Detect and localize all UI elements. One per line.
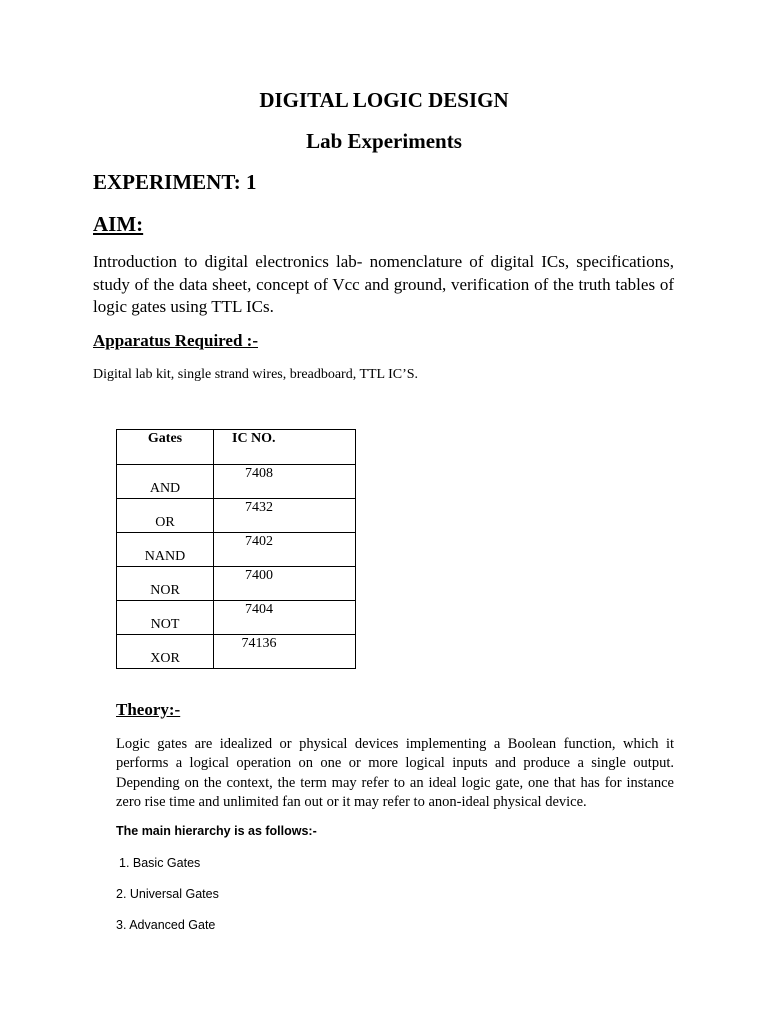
- table-header-ic-no: IC NO.: [214, 430, 356, 465]
- gate-cell: AND: [117, 465, 214, 499]
- table-header-gates: Gates: [117, 430, 214, 465]
- hierarchy-item: 1. Basic Gates: [119, 856, 201, 870]
- gates-ic-table: [116, 429, 356, 669]
- theory-heading: Theory:-: [116, 700, 181, 719]
- apparatus-paragraph: Digital lab kit, single strand wires, breadboard, TTL IC’S.: [93, 367, 419, 382]
- table-row: [117, 567, 356, 601]
- hierarchy-item: 2. Universal Gates: [116, 887, 219, 901]
- table-header-row: [117, 430, 356, 465]
- table-row: [117, 635, 356, 669]
- aim-heading: AIM:: [93, 212, 144, 236]
- ic-number-cell: 7408: [214, 465, 356, 499]
- gate-cell: OR: [117, 499, 214, 533]
- hierarchy-heading: The main hierarchy is as follows:-: [116, 824, 317, 838]
- ic-number-cell: 7432: [214, 499, 356, 533]
- ic-number-cell: 7404: [214, 601, 356, 635]
- document-title: DIGITAL LOGIC DESIGN: [259, 88, 509, 112]
- hierarchy-item: 3. Advanced Gate: [116, 918, 216, 932]
- gate-cell: NOT: [117, 601, 214, 635]
- gate-cell: XOR: [117, 635, 214, 669]
- table-row: [117, 465, 356, 499]
- ic-number-cell: 7400: [214, 567, 356, 601]
- theory-paragraph: Logic gates are idealized or physical devices implementing a Boolean function, which it performs a logical operation on one or more logical inputs and produce a single output. Depending on the context, the term may refer to an ideal logic gate, one that has for instance zero rise time and unlimited fan out or it may refer to anon-ideal physical device.: [116, 736, 674, 811]
- gate-cell: NOR: [117, 567, 214, 601]
- experiment-heading: EXPERIMENT: 1: [93, 170, 257, 194]
- table-row: [117, 533, 356, 567]
- ic-number-cell: 74136: [214, 635, 356, 669]
- ic-number-cell: 7402: [214, 533, 356, 567]
- aim-paragraph: Introduction to digital electronics lab- nomenclature of digital ICs, specifications, study of the data sheet, concept of Vcc and ground, verification of the truth tables of logic gates using TTL ICs.: [93, 252, 674, 316]
- document-subtitle: Lab Experiments: [306, 129, 462, 153]
- table-row: [117, 601, 356, 635]
- table-row: [117, 499, 356, 533]
- gate-cell: NAND: [117, 533, 214, 567]
- apparatus-heading: Apparatus Required :-: [93, 331, 258, 350]
